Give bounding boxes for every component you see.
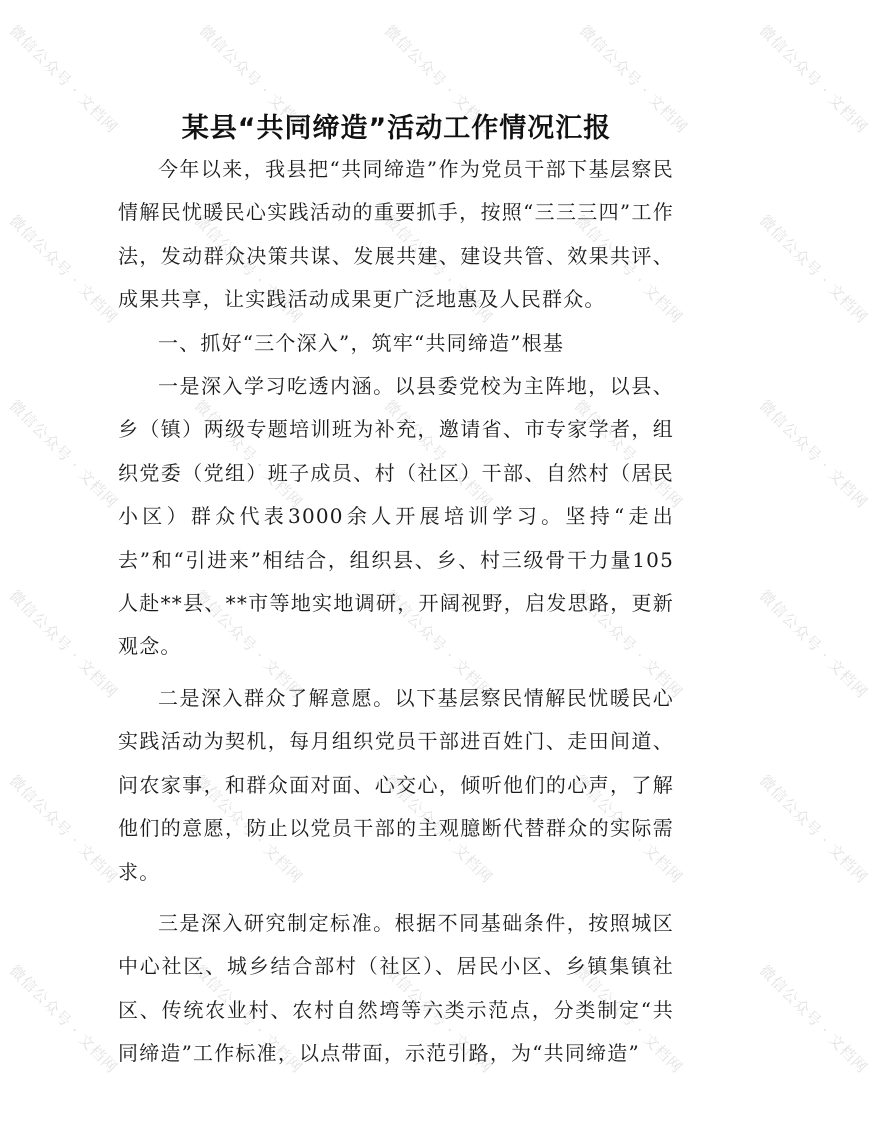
watermark-text: 微信公众号 · 文档网 bbox=[380, 961, 497, 1077]
watermark-text: 微信公众号 · 文档网 bbox=[5, 211, 122, 327]
watermark-text: 微信公众号 · 文档网 bbox=[5, 961, 122, 1077]
watermark-text: 微信公众号 · 文档网 bbox=[570, 771, 687, 887]
intro-paragraph: 今年以来，我县把“共同缔造”作为党员干部下基层察民情解民忧暖民心实践活动的重要抓手，按照“三三三四”工作法，发动群众决策共谋、发展共建、建设共管、效果共评、成果共享，让实践活动成果更广泛地惠及人民群众。 bbox=[118, 157, 674, 312]
document-body bbox=[118, 148, 674, 1076]
watermark-text: 微信公众号 · 文档网 bbox=[570, 396, 687, 512]
watermark-text: 微信公众号 · 文档网 bbox=[755, 211, 872, 327]
watermark-text: 微信公众号 · 文档网 bbox=[380, 211, 497, 327]
watermark-text: 微信公众号 · 文档网 bbox=[5, 586, 122, 702]
paragraph-masses: 二是深入群众了解意愿。以下基层察民情解民忧暖民心实践活动为契机，每月组织党员干部进百姓门、走田间道、问农家事，和群众面对面、心交心，倾听他们的心声，了解他们的意愿，防止以党员干部的主观臆断代替群众的实际需求。 bbox=[118, 685, 674, 884]
watermark-text: 微信公众号 · 文档网 bbox=[5, 771, 122, 887]
watermark-text: 微信公众号 · 文档网 bbox=[380, 771, 497, 887]
watermark-text: 微信公众号 · 文档网 bbox=[755, 586, 872, 702]
watermark-text: 微信公众号 · 文档网 bbox=[575, 21, 692, 137]
watermark-text: 微信公众号 · 文档网 bbox=[570, 961, 687, 1077]
watermark-text: 微信公众号 · 文档网 bbox=[190, 771, 307, 887]
paragraph-study: 一是深入学习吃透内涵。以县委党校为主阵地，以县、乡（镇）两级专题培训班为补充，邀请省、市专家学者，组织党委（党组）班子成员、村（社区）干部、自然村（居民小区）群众代表3000余人开展培训学习。坚持“走出去”和“引进来”相结合，组织县、乡、村三级骨干力量105人赴**县、**市等地实地调研，开阔视野，启发思路，更新观念。 bbox=[118, 374, 674, 659]
watermark-text: 微信公众号 · 文档网 bbox=[190, 586, 307, 702]
watermark-text: 微信公众号 · 文档网 bbox=[190, 211, 307, 327]
watermark-text: 微信公众号 · 文档网 bbox=[755, 396, 872, 512]
watermark-text: 微信公众号 · 文档网 bbox=[190, 396, 307, 512]
watermark-text: 微信公众号 · 文档网 bbox=[380, 586, 497, 702]
watermark-text: 微信公众号 · 文档网 bbox=[755, 21, 872, 137]
watermark-text: 微信公众号 · 文档网 bbox=[5, 21, 122, 137]
watermark-text: 微信公众号 · 文档网 bbox=[190, 961, 307, 1077]
watermark-text: 微信公众号 · 文档网 bbox=[195, 21, 312, 137]
watermark-text: 微信公众号 · 文档网 bbox=[380, 21, 497, 137]
watermark-text: 微信公众号 · 文档网 bbox=[755, 771, 872, 887]
watermark-text: 微信公众号 · 文档网 bbox=[380, 396, 497, 512]
document-title: 某县“共同缔造”活动工作情况汇报 bbox=[181, 113, 612, 144]
section-heading: 一、抓好“三个深入”，筑牢“共同缔造”根基 bbox=[158, 330, 565, 355]
paragraph-standards: 三是深入研究制定标准。根据不同基础条件，按照城区中心社区、城乡结合部村（社区）、居民小区、乡镇集镇社区、传统农业村、农村自然塆等六类示范点，分类制定“共同缔造”工作标准，以点带面，示范引路，为“共同缔造” bbox=[118, 910, 674, 1066]
watermark-text: 微信公众号 · 文档网 bbox=[570, 211, 687, 327]
watermark-text: 微信公众号 · 文档网 bbox=[570, 586, 687, 702]
watermark-text: 微信公众号 · 文档网 bbox=[5, 396, 122, 512]
watermark-text: 微信公众号 · 文档网 bbox=[755, 961, 872, 1077]
